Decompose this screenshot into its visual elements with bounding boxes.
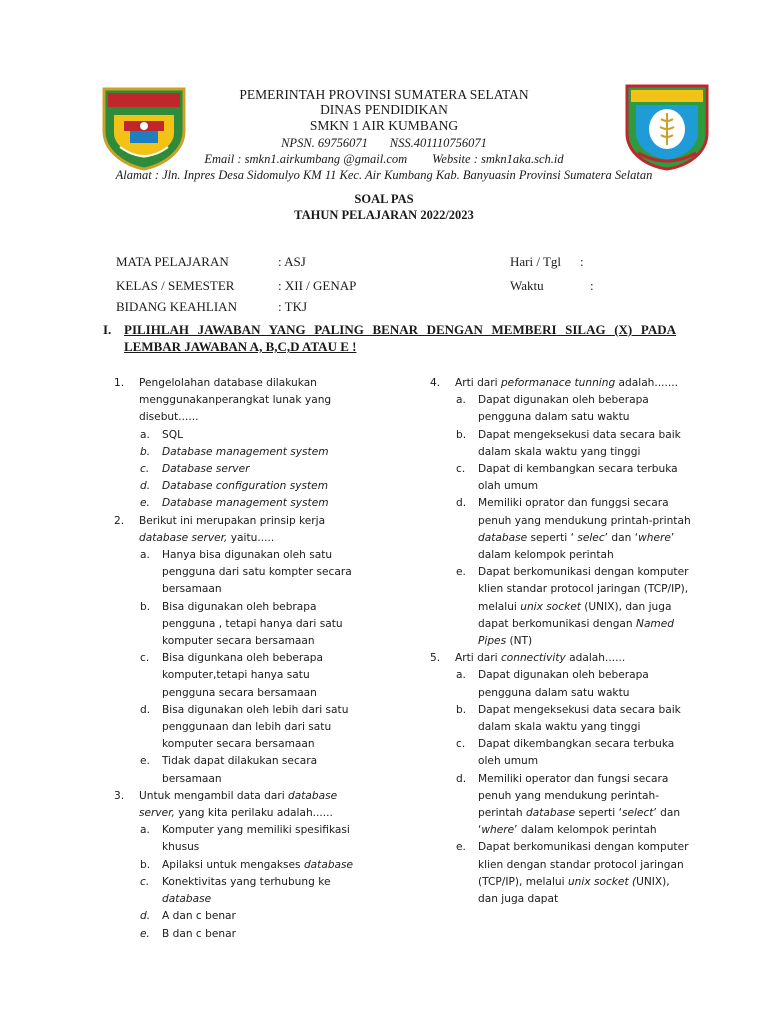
- school-ids: [0, 135, 768, 151]
- nss: NSS.401110756071: [389, 136, 487, 150]
- option-letter: a.: [456, 394, 466, 407]
- option-text: Dapat dikembangkan secara terbuka oleh umum: [478, 738, 675, 768]
- option-letter: a.: [140, 824, 150, 837]
- question-text: Arti dari connectivity adalah......: [455, 652, 626, 665]
- option-e: [139, 753, 364, 787]
- question-number: 1.: [114, 377, 125, 389]
- option-e: [139, 926, 364, 943]
- option-e: [139, 495, 364, 512]
- option-letter: b.: [140, 858, 151, 871]
- school-name: SMKN 1 AIR KUMBANG: [309, 118, 459, 133]
- hari-value: :: [580, 254, 584, 269]
- question-number: 5.: [430, 652, 441, 665]
- section-number: I.: [103, 322, 112, 337]
- question-5: [430, 650, 692, 908]
- contact-line: [0, 151, 768, 167]
- kelas-label: KELAS / SEMESTER: [116, 278, 235, 293]
- question-2: [114, 513, 364, 788]
- option-letter: a.: [456, 669, 466, 682]
- option-letter: c.: [140, 463, 150, 476]
- option-d: [139, 702, 364, 754]
- questions-left-column: [114, 375, 364, 943]
- option-a: [139, 822, 364, 856]
- option-letter: e.: [456, 841, 466, 854]
- option-letter: d.: [140, 910, 151, 923]
- letterhead: [0, 0, 768, 190]
- option-text: Dapat mengeksekusi data secara baik dalam skala waktu yang tinggi: [478, 703, 681, 734]
- option-letter: c.: [456, 738, 466, 751]
- option-b: [455, 702, 692, 736]
- option-text: Database server: [162, 463, 250, 476]
- mapel-value: : ASJ: [278, 254, 306, 269]
- option-text: Bisa digunakan oleh bebrapa pengguna , tetapi hanya dari satu komputer secara bersamaan: [162, 600, 343, 648]
- mapel-label: MATA PELAJARAN: [116, 254, 229, 269]
- instruction-line-2: LEMBAR JAWABAN A, B,C,D ATAU E !: [124, 339, 357, 354]
- option-letter: e.: [140, 497, 150, 510]
- option-text: Dapat mengeksekusi data secara baik dalam skala waktu yang tinggi: [478, 428, 681, 458]
- option-text: B dan c benar: [162, 927, 236, 940]
- npsn: NPSN. 69756071: [281, 136, 368, 150]
- option-text: Dapat digunakan oleh beberapa pengguna dalam satu waktu: [478, 669, 649, 699]
- option-letter: c.: [140, 652, 150, 665]
- option-d: [139, 478, 364, 495]
- option-letter: e.: [140, 755, 150, 768]
- option-b: b. Apilaksi untuk mengakses database: [139, 857, 364, 874]
- meta-row-kelas: [116, 278, 716, 294]
- option-a: [139, 547, 364, 599]
- option-text: Database management system: [162, 497, 329, 510]
- meta-row-bidang: [116, 299, 716, 315]
- option-d: d. Memiliki operator dan fungsi secara penuh yang mendukung perintah-perintah database seperti ‘select’ dan ‘where’ dalam kelompok perintah: [456, 772, 681, 837]
- option-c: [139, 650, 364, 702]
- option-text: A dan c benar: [162, 910, 236, 923]
- agency-name: DINAS PENDIDIKAN: [320, 102, 448, 117]
- option-text: Dapat digunakan oleh beberapa pengguna dalam satu waktu: [478, 394, 649, 424]
- option-c: [455, 736, 692, 770]
- option-e: e. Dapat berkomunikasi dengan komputer klien standar protocol jaringan (TCP/IP), melalui unix socket (UNIX), dan juga dapat berkomunikasi dengan Named Pipes (NT): [456, 566, 689, 648]
- kelas-value: : XII / GENAP: [278, 278, 357, 293]
- question-number: 4.: [430, 377, 441, 389]
- option-d: [139, 908, 364, 925]
- option-letter: e.: [456, 566, 466, 579]
- option-letter: d.: [456, 772, 467, 785]
- option-c: c. Konektivitas yang terhubung ke database: [140, 875, 331, 906]
- option-text: SQL: [162, 428, 183, 441]
- meta-row-mapel: [116, 254, 716, 270]
- questions-right-column: [430, 375, 692, 908]
- option-text: Database configuration system: [162, 480, 329, 493]
- option-a: [139, 427, 364, 444]
- waktu-label: Waktu: [510, 278, 544, 293]
- question-number: 2.: [114, 514, 125, 527]
- address: Alamat : Jln. Inpres Desa Sidomulyo KM 11 Kec. Air Kumbang Kab. Banyuasin Provinsi Sumatera Selatan: [115, 168, 653, 182]
- question-text: Pengelolahan database dilakukan menggunakanperangkat lunak yang disebut......: [139, 377, 332, 424]
- option-letter: d.: [140, 480, 151, 493]
- option-letter: c.: [140, 875, 150, 888]
- question-4: [430, 375, 692, 650]
- school-year: TAHUN PELAJARAN 2022/2023: [294, 208, 474, 222]
- option-c: [455, 461, 692, 495]
- gov-name: PEMERINTAH PROVINSI SUMATERA SELATAN: [239, 87, 529, 102]
- option-d: d. Memiliki oprator dan funggsi secara penuh yang mendukung printah-printah database seperti ‘ selec’ dan ‘where’ dalam kelompok perintah: [456, 497, 691, 562]
- instruction-line-1: PILIHLAH JAWABAN YANG PALING BENAR DENGAN MEMBERI SILAG (X) PADA: [124, 322, 676, 337]
- option-text: Hanya bisa digunakan oleh satu pengguna dari satu kompter secara bersamaan: [162, 549, 352, 596]
- option-a: [455, 392, 692, 426]
- option-letter: d.: [140, 703, 151, 716]
- exam-title: SOAL PAS: [354, 192, 414, 206]
- option-b: [139, 599, 364, 651]
- option-text: Tidak dapat dilakukan secara bersamaan: [162, 755, 318, 785]
- option-a: [455, 667, 692, 701]
- option-text: Bisa digunakan oleh lebih dari satu penggunaan dan lebih dari satu komputer secara bersamaan: [162, 703, 349, 751]
- question-number: 3.: [114, 789, 125, 802]
- website: Website : smkn1aka.sch.id: [432, 152, 564, 166]
- option-e: e. Dapat berkomunikasi dengan komputer klien dengan standar protocol jaringan (TCP/IP), melalui unix socket (UNIX), dan juga dapat: [456, 841, 689, 906]
- question-text: Berikut ini merupakan prinsip kerja database server, yaitu.....: [139, 514, 326, 544]
- option-letter: c.: [456, 463, 466, 476]
- option-letter: e.: [140, 927, 150, 940]
- option-letter: b.: [456, 428, 467, 441]
- option-letter: a.: [140, 549, 150, 562]
- bidang-label: BIDANG KEAHLIAN: [116, 299, 237, 314]
- option-text: Komputer yang memiliki spesifikasi khusus: [162, 824, 350, 854]
- hari-label: Hari / Tgl: [510, 254, 562, 269]
- option-c: [139, 461, 364, 478]
- question-text: Untuk mengambil data dari database server, yang kita perilaku adalah......: [139, 789, 338, 820]
- option-letter: d.: [456, 497, 467, 510]
- option-letter: a.: [140, 428, 150, 441]
- question-1: [114, 375, 364, 513]
- option-letter: b.: [456, 703, 467, 716]
- waktu-value: :: [590, 278, 594, 293]
- option-letter: b.: [140, 600, 151, 613]
- option-text: Dapat di kembangkan secara terbuka olah umum: [478, 463, 678, 493]
- option-text: Database management system: [162, 445, 329, 458]
- option-b: [139, 444, 364, 461]
- option-letter: b.: [140, 445, 151, 458]
- option-text: Bisa digunkana oleh beberapa komputer,tetapi hanya satu pengguna secara bersamaan: [162, 652, 323, 699]
- question-text: Arti dari peformanace tunning adalah.......: [455, 377, 678, 389]
- bidang-value: : TKJ: [278, 299, 308, 314]
- option-b: [455, 427, 692, 461]
- question-3: [114, 788, 364, 943]
- email: Email : smkn1.airkumbang @gmail.com: [204, 152, 408, 166]
